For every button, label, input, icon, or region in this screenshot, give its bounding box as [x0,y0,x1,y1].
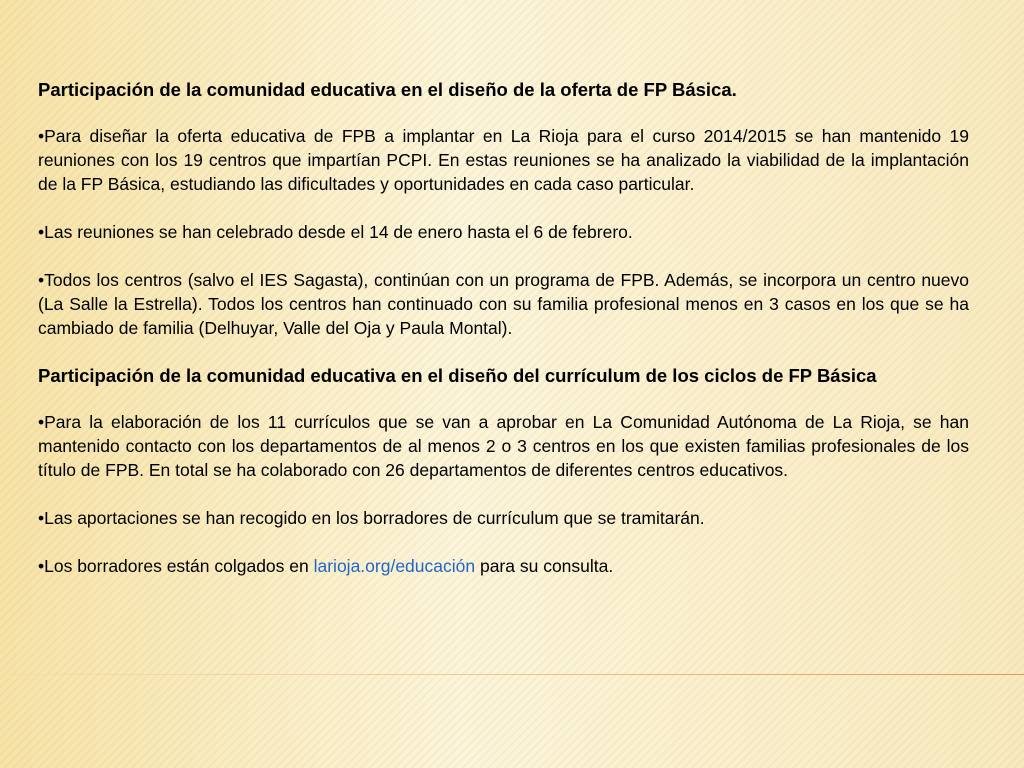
section1-bullet-1: •Para diseñar la oferta educativa de FPB a implantar en La Rioja para el curso 2014/2015 se han mantenido 19 reuniones con los 19 centros que impartían PCPI. En estas reuniones se ha analizado la viabilidad de la implantación de la FP Básica, estudiando las dificultades y oportunidades en cada caso particular. [38,126,969,194]
section2-bullet-2: •Las aportaciones se han recogido en los borradores de currículum que se tramitarán. [38,508,705,528]
section2-bullet-1: •Para la elaboración de los 11 currículos que se van a aprobar en La Comunidad Autónoma de La Rioja, se han mantenido contacto con los departamentos de al menos 2 o 3 centros en los que existen familias profesionales de los título de FPB. En total se ha colaborado con 26 departamentos de diferentes centros educativos. [38,412,969,480]
section1-bullet-3: •Todos los centros (salvo el IES Sagasta), continúan con un programa de FPB. Además, se incorpora un centro nuevo (La Salle la Estrella). Todos los centros han continuado con su familia profesional menos en 3 casos en los que se ha cambiado de familia (Delhuyar, Valle del Oja y Paula Montal). [38,270,969,338]
larioja-link[interactable]: larioja.org/educación [313,556,476,576]
section2-heading: Participación de la comunidad educativa en el diseño del currículum de los ciclos de FP Básica [38,365,877,386]
bullet-suffix: para su consulta. [475,556,614,576]
section1-bullet-2: •Las reuniones se han celebrado desde el 14 de enero hasta el 6 de febrero. [38,222,633,242]
section2-bullet-3 [38,554,969,578]
section1-heading: Participación de la comunidad educativa en el diseño de la oferta de FP Básica. [38,79,737,100]
bullet-prefix: •Los borradores están colgados en [38,556,314,576]
bottom-divider [0,674,1024,675]
slide-content [38,78,969,578]
